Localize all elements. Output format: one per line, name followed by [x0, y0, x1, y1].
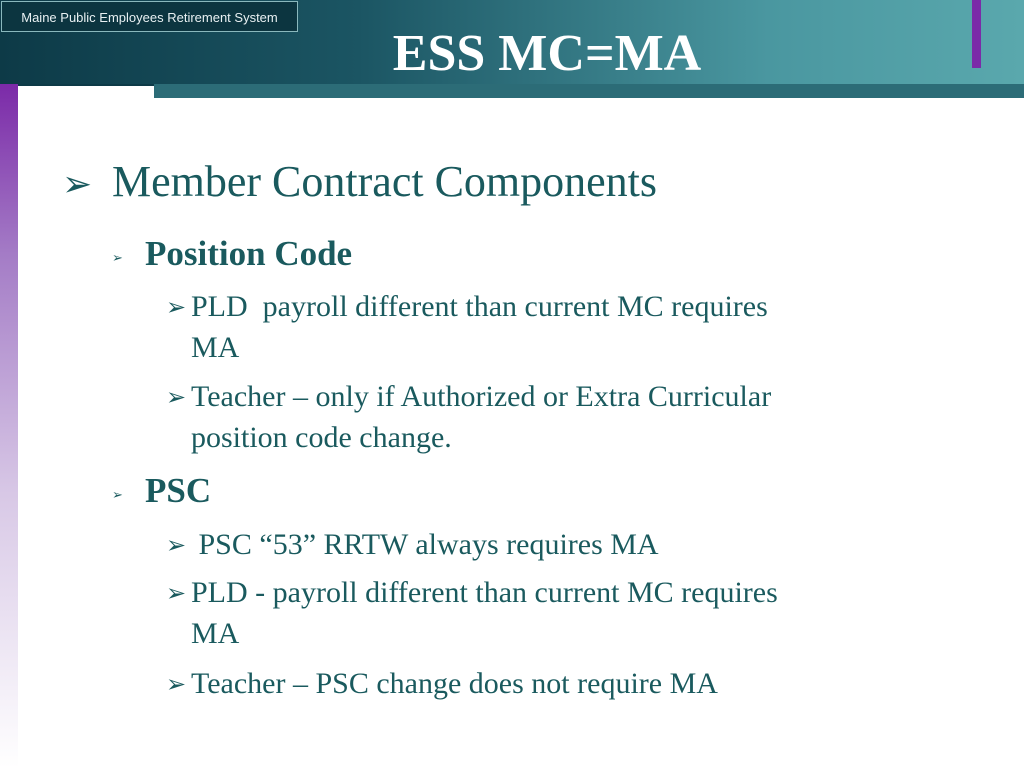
section-heading: Member Contract Components [112, 157, 658, 206]
organization-label: Maine Public Employees Retirement System [1, 1, 298, 32]
list-bullet-icon: ➢ [166, 581, 187, 607]
list-item-continuation: position code change. [191, 421, 452, 454]
slide-title: ESS MC=MA [392, 25, 702, 82]
position-code-label: Position Code [145, 234, 353, 273]
list-item: PSC “53” RRTW always requires MA [191, 528, 659, 561]
psc-label: PSC [145, 471, 212, 510]
position-code-bullet-icon: ➢ [112, 250, 123, 265]
list-item-continuation: MA [191, 617, 240, 650]
list-bullet-icon: ➢ [166, 385, 187, 411]
list-item: PLD - payroll different than current MC requires [191, 576, 778, 609]
psc-bullet-icon: ➢ [112, 487, 123, 502]
list-item-continuation: MA [191, 331, 240, 364]
list-bullet-icon: ➢ [166, 295, 187, 321]
list-item: PLD payroll different than current MC requires [191, 290, 768, 323]
list-item: Teacher – only if Authorized or Extra Curricular [191, 380, 772, 413]
heading-bullet-icon: ➢ [62, 164, 93, 204]
list-item: Teacher – PSC change does not require MA [191, 667, 718, 700]
list-bullet-icon: ➢ [166, 672, 187, 698]
list-bullet-icon: ➢ [166, 533, 187, 559]
